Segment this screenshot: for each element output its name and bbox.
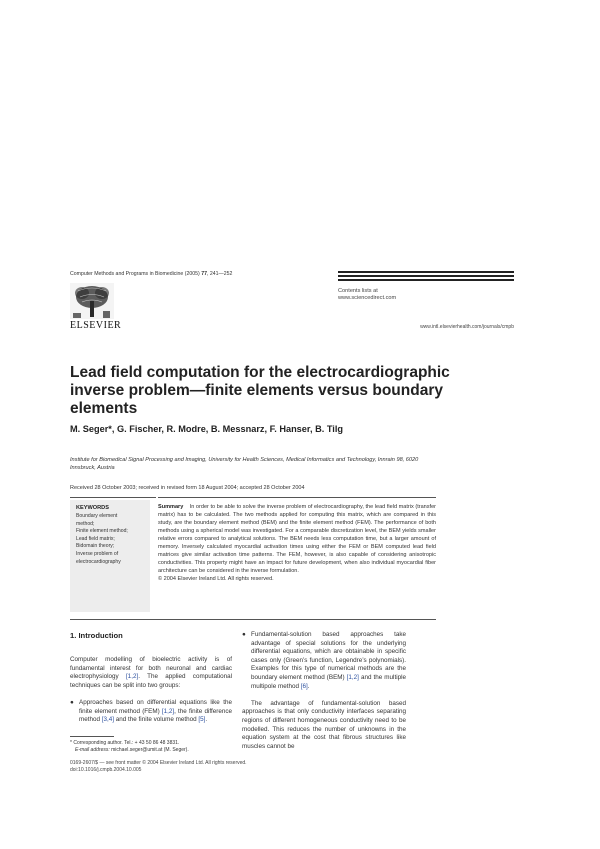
citation-link[interactable]: [3,4] [101, 716, 115, 724]
body-paragraph: The advantage of fundamental-solution based approaches is that only conductivity interfaces separating regions of different homogeneous conductivity need to be modelled. This reduces the number of unknowns in the equation system at the cost that fibrous structures like muscles cannot be [242, 699, 406, 750]
keyword-item: Boundary element [76, 513, 118, 519]
publisher-name: ELSEVIER [70, 320, 122, 331]
doi-link[interactable]: doi:10.1016/j.cmpb.2004.10.005 [70, 767, 142, 773]
keywords-box [70, 500, 150, 612]
journal-name: Computer Methods and Programs in Biomedicine (2005) [70, 271, 202, 277]
intro-paragraph: Computer modelling of bioelectric activity is of fundamental interest for both neuronal and cardiac electrophysiology [1,2]. The applied computational techniques can be split into two groups: [70, 656, 233, 689]
keyword-item: Finite element method; [76, 528, 128, 535]
sciencedirect-line1: Contents lists at [338, 288, 378, 294]
list-item: ● Fundamental-solution based approaches take advantage of special solutions for the underlying differential equations, which are obtainable in specific cases only (Green’s function, Legendre’s polynomials). Examples for this type of numerical methods are the boundary element method (BEM) [1,2] and the multiple multipole method [6]. [242, 631, 406, 690]
citation-link[interactable]: [1,2] [125, 673, 139, 681]
keyword-item: Inverse problem of [76, 550, 119, 557]
footnote [70, 737, 240, 754]
abstract-label: Summary [158, 504, 184, 510]
page-footer [70, 760, 247, 774]
journal-volume: 77 [201, 271, 207, 277]
author-list: M. Seger*, G. Fischer, R. Modre, B. Messnarz, F. Hanser, B. Tilg [70, 424, 343, 434]
issn-line: 0169-2607/$ — see front matter © 2004 Elsevier Ireland Ltd. All rights reserved. [70, 760, 247, 766]
abstract-text: In order to be able to solve the inverse problem of electrocardiography, the lead field matrix (transfer matrix) has to be calculated. The two methods applied for computing this matrix, which are compared in this study, are the boundary element method (BEM) and the finite element method (FEM). The performance of both methods using a spherical model was investigated. For a comparable discretization level, the BEM yields smaller relative errors compared to analytical solutions. The BEM needs less computation time, but a larger amount of memory. Inversely calculated myocardial activation times using either the FEM or BEM computed lead field matrices give similar activation time patterns. The FEM, however, is also capable of considering anisotropic conductivities. This property might have an impact for future development, when also individual myocardial fiber architecture can be considered in the inverse formulation. [158, 504, 436, 574]
email-address-link[interactable]: michael.seger@umit.at (M. Seger). [109, 747, 189, 753]
citation-link[interactable]: [1,2] [346, 673, 359, 681]
keywords-heading: KEYWORDS [76, 505, 109, 511]
left-column [70, 656, 232, 733]
sciencedirect-line2[interactable]: www.sciencedirect.com [338, 295, 397, 301]
abstract-copyright: © 2004 Elsevier Ireland Ltd. All rights reserved. [158, 575, 274, 582]
corresponding-author: * Corresponding author. Tel.: + 43 50 86 48 3831. [70, 740, 180, 746]
abstract-bottom-rule [70, 619, 436, 620]
abstract-top-rule [158, 497, 436, 498]
bullet-icon: ● [242, 631, 246, 638]
bullet-icon: ● [70, 698, 74, 706]
journal-citation [70, 271, 232, 277]
author-affiliation: Institute for Biomedical Signal Processing and Imaging, University for Health Sciences, Medical Informatics and Technology, Innrain 98, 6020 Innsbruck, Austria [70, 457, 419, 472]
email-label: E-mail address: [75, 747, 110, 753]
keywords-top-rule [70, 497, 156, 498]
citation-link[interactable]: [1,2] [161, 707, 175, 715]
keyword-item: method; [76, 520, 95, 527]
journal-url-link[interactable]: www.intl.elsevierhealth.com/journals/cmpb [420, 324, 514, 330]
citation-link[interactable]: [6] [300, 682, 308, 690]
received-dates: Received 28 October 2003; received in revised form 18 August 2004; accepted 28 October 2004 [70, 485, 305, 491]
keyword-item: Lead field matrix; [76, 535, 115, 542]
article-title: Lead field computation for the electrocardiographic inverse problem—finite elements versus boundary elements [70, 364, 450, 417]
keyword-item: Bidomain theory; [76, 543, 115, 550]
citation-link[interactable]: [5] [198, 716, 206, 724]
journal-pages: , 241—252 [206, 271, 233, 277]
sciencedirect-banner-rules [338, 271, 514, 285]
right-column [242, 631, 406, 760]
abstract [158, 504, 436, 584]
section-heading: 1. Introduction [70, 631, 123, 640]
list-item: ● Approaches based on differential equations like the finite element method (FEM) [1,2], the finite difference method [3,4] and the finite volume method [5]. [70, 698, 232, 724]
keyword-item: electrocardiography [76, 558, 121, 565]
